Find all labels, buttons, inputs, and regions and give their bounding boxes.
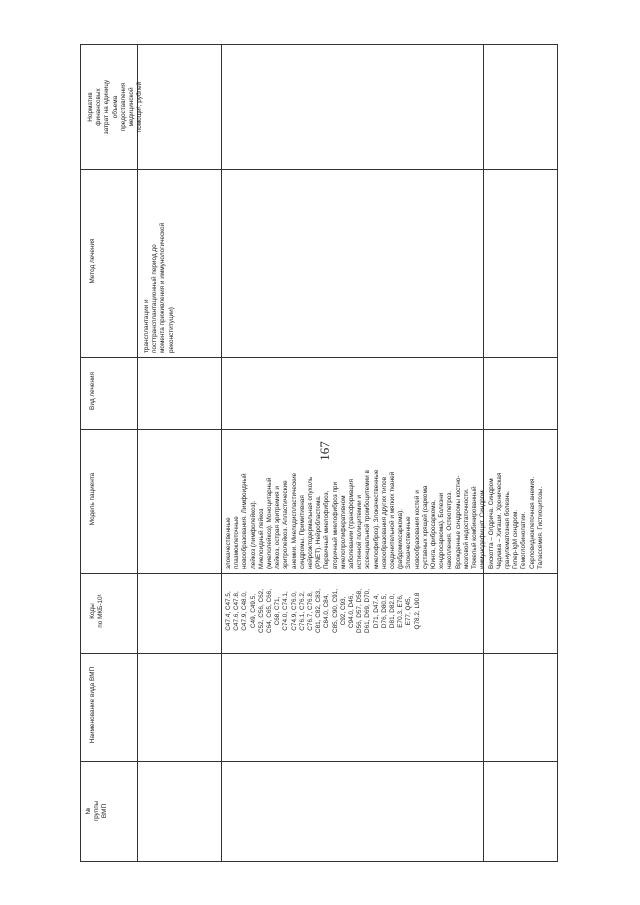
cell-icd-codes: С47.4, С47.5, С47.6, С47.8, С47.9, С48.0, С49, С49.5, С52, С56, С62, С64, С65, С66, С68, С71, С74.0, С74.1, С74.9, С76.0, С76.1, С76.2, С76.7, С76.8, С81, С82, С83, С84.0, С84, С85, С90, С91, С92, С93, С94.0, D46, D56, D57, D58, D61, D69, D70, D71, D47.4, D76, D80.5, D81, D82.0, E70.3, E76, E77, Q45, Q78.2, L90.8: [225, 588, 421, 634]
header-norm: Норматив финансовых затрат на единицу объема предоставления медицинской помощи², рублей: [87, 79, 144, 135]
header-patient-model: Модель пациента: [89, 472, 96, 526]
cell-patient-model: злокачественные плазмоклеточные новообразования. Лимфоидный лейкоз (лимфолейкоз). Миелоидный лейкоз (миелолейкоз). Моноцитарный лейкоз, острая эритремия и эритролейкоз. Апластические анемии. Миелодиспластические синдромы. Примитивная нейроэктодермальная опухоль (PNET). Нейробластома. Первичный миелофиброз, вторичный миелофиброз при миелопролиферативном заболевании (трансформация истинной полицитемии и эссенциальной тромбоцитемии в миелофиброз). Злокачественные новообразования других типов соединительной и мягких тканей (рабдомиосаркома). Злокачественные новообразования костей и суставных хрящей (саркома Юинга, фибросаркома, хондросаркома). Болезни накопления. Остеопетроз. Врожденные синдромы костно- мозговой недостаточности. Тяжелый комбинированный иммунодефицит. Синдром Вискотта – Олдрича. Синдром Чедиака – Хигаши. Хроническая гранулематозная болезнь. Гипер-IgM синдром. Гемоглобинопатии. Серповидноклеточная анемия. Талассемия. Гистиоцитозы.: [225, 469, 544, 569]
table-grid: [80, 44, 558, 862]
header-method: Метод лечения: [89, 238, 96, 284]
cell-method: трансплантации и посттрансплантационный период до момента приживления и иммунологической реконституции): [143, 222, 175, 353]
header-vmp-name: Наименование вида ВМП: [89, 666, 96, 744]
page-number: 167: [317, 441, 332, 461]
header-icd-codes: Коды по МКБ-10¹: [89, 594, 105, 628]
header-treatment-type: Вид лечения: [89, 372, 96, 410]
header-group-number: № группы ВМП: [85, 800, 109, 822]
